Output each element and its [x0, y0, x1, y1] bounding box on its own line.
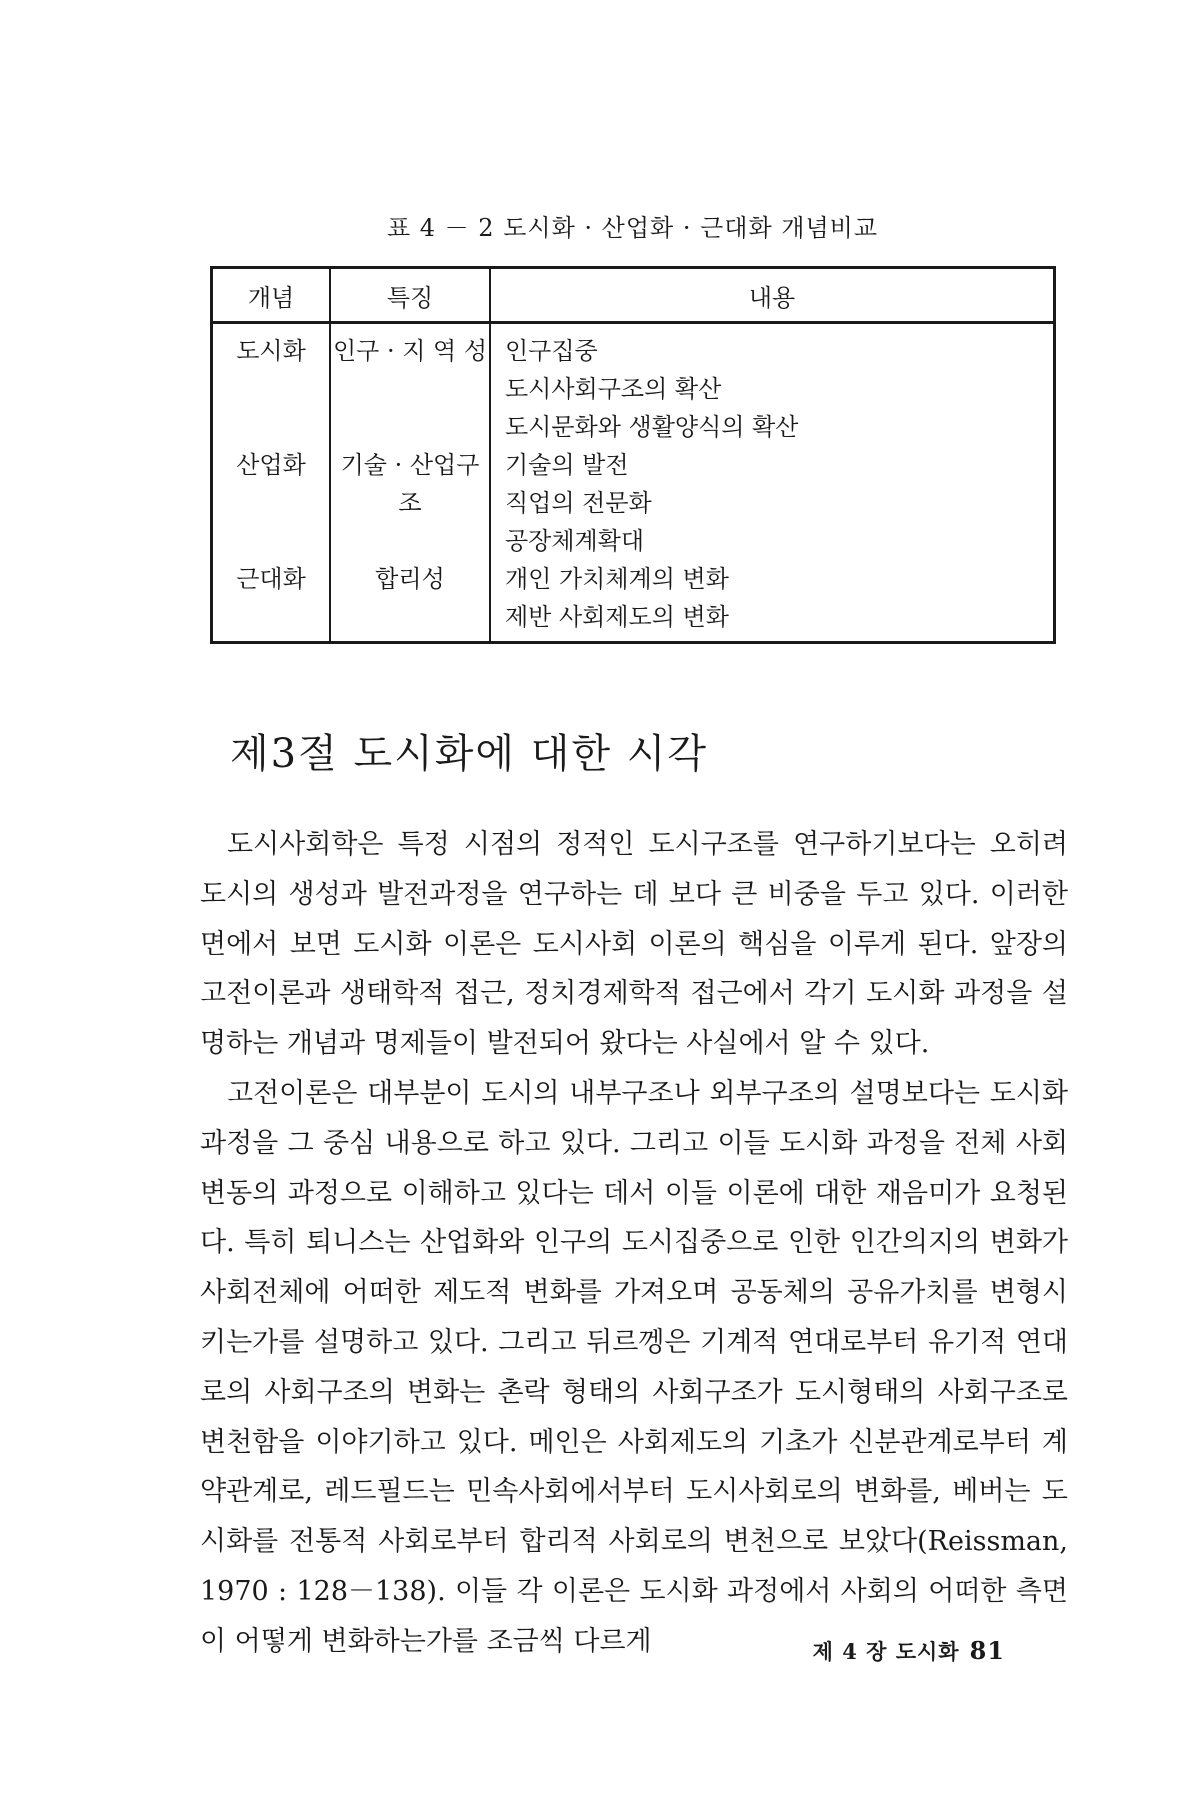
- concept-comparison-table: [210, 266, 1056, 644]
- feature-modernization: 합리성: [375, 565, 445, 593]
- page-number: 81: [969, 1636, 1005, 1665]
- header-concept: 개념: [212, 268, 331, 323]
- table-header-row: [212, 268, 1055, 323]
- concept-urbanization: 도시화: [236, 337, 306, 365]
- contents-column: [490, 323, 1055, 643]
- header-feature: 특징: [330, 268, 490, 323]
- page-footer: [813, 1636, 1005, 1666]
- body-text: [200, 820, 1068, 1667]
- section-title: 제3절 도시화에 대한 시각: [230, 731, 708, 777]
- concept-column: [212, 323, 331, 643]
- header-contents: 내용: [490, 268, 1055, 323]
- table-body-row: [212, 323, 1055, 643]
- concept-modernization: 근대화: [236, 565, 306, 593]
- paragraph: 도시사회학은 특정 시점의 정적인 도시구조를 연구하기보다는 오히려 도시의 생성과 발전과정을 연구하는 데 보다 큰 비중을 두고 있다. 이러한 면에서 보면 도시화 이론은 도시사회 이론의 핵심을 이루게 된다. 앞장의 고전이론과 생태학적 접근, 정치경제학적 접근에서 각기 도시화 과정을 설명하는 개념과 명제들이 발전되어 왔다는 사실에서 알 수 있다.: [200, 829, 1068, 1060]
- content-item: 기술의 발전: [505, 451, 629, 479]
- content-item: 공장체계확대: [505, 527, 645, 555]
- content-item: 인구집중: [505, 337, 598, 365]
- paragraph: 고전이론은 대부분이 도시의 내부구조나 외부구조의 설명보다는 도시화 과정을 그 중심 내용으로 하고 있다. 그리고 이들 도시화 과정을 전체 사회변동의 과정으로 이해하고 있다는 데서 이들 이론에 대한 재음미가 요청된다. 특히 퇴니스는 산업화와 인구의 도시집중으로 인한 인간의지의 변화가 사회전체에 어떠한 제도적 변화를 가져오며 공동체의 공유가치를 변형시키는가를 설명하고 있다. 그리고 뒤르껭은 기계적 연대로부터 유기적 연대로의 사회구조의 변화는 촌락 형태의 사회구조가 도시형태의 사회구조로 변천함을 이야기하고 있다. 메인은 사회제도의 기초가 신분관계로부터 계약관계로, 레드필드는 민속사회에서부터 도시사회로의 변화를, 베버는 도시화를 전통적 사회로부터 합리적 사회로의 변천으로 보았다(Reissman, 1970 : 128－138). 이들 각 이론은 도시화 과정에서 사회의 어떠한 측면이 어떻게 변화하는가를 조금씩 다르게: [200, 1077, 1068, 1657]
- chapter-label: 제 4 장 도시화: [812, 1639, 960, 1664]
- content-item: 도시사회구조의 확산: [505, 375, 722, 403]
- content-item: 직업의 전문화: [505, 489, 652, 517]
- feature-urbanization: 인구 · 지 역 성: [332, 337, 488, 365]
- content-item: 개인 가치체계의 변화: [505, 565, 729, 593]
- concept-industrialization: 산업화: [236, 451, 306, 479]
- table-caption: 표 4 － 2 도시화 · 산업화 · 근대화 개념비교: [386, 214, 879, 242]
- feature-industrialization: 기술 · 산업구조: [340, 451, 480, 517]
- feature-column: [330, 323, 490, 643]
- content-item: 제반 사회제도의 변화: [505, 603, 729, 631]
- content-item: 도시문화와 생활양식의 확산: [505, 413, 799, 441]
